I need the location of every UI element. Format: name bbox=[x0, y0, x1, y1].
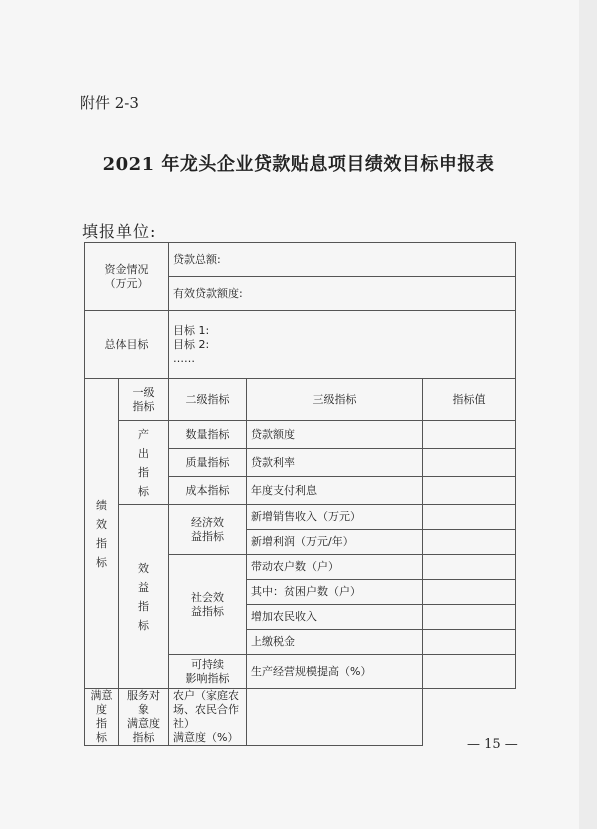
benefit-indicator-label bbox=[119, 505, 169, 689]
economic-label-line: 经济效 bbox=[191, 515, 224, 529]
perf-char: 绩 bbox=[96, 498, 107, 512]
satisfaction-label-line: 指 标 bbox=[96, 717, 118, 744]
total-loan-field[interactable]: 贷款总额: bbox=[169, 243, 516, 277]
value-cell[interactable] bbox=[423, 655, 516, 689]
social-label-line: 社会效 bbox=[191, 590, 224, 604]
value-cell[interactable] bbox=[423, 449, 516, 477]
satisfaction-item-line: 农户（家庭农场、农民合作社） bbox=[173, 689, 239, 730]
quantity-indicator: 数量指标 bbox=[169, 421, 247, 449]
taxes-item: 上缴税金 bbox=[247, 630, 423, 655]
sustain-label-line: 可持续 bbox=[191, 657, 224, 671]
poor-households-item: 其中：贫困户数（户） bbox=[247, 580, 423, 605]
perf-char: 指 bbox=[96, 536, 107, 550]
value-cell[interactable] bbox=[423, 505, 516, 530]
benefit-char: 指 bbox=[138, 599, 149, 613]
loan-rate-item: 贷款利率 bbox=[247, 449, 423, 477]
cost-indicator: 成本指标 bbox=[169, 477, 247, 505]
level1-header-line: 一级 bbox=[132, 385, 155, 399]
output-char: 产 bbox=[138, 427, 149, 441]
overall-goal-field[interactable] bbox=[169, 311, 516, 379]
effective-loan-field[interactable]: 有效贷款额度: bbox=[169, 277, 516, 311]
attachment-label: 附件 2-3 bbox=[80, 94, 139, 112]
overall-goal-label: 总体目标 bbox=[85, 311, 169, 379]
value-cell[interactable] bbox=[423, 477, 516, 505]
benefit-char: 标 bbox=[138, 618, 149, 632]
value-cell[interactable] bbox=[423, 580, 516, 605]
page-number: — 15 — bbox=[467, 737, 518, 752]
performance-target-table bbox=[84, 242, 516, 746]
scale-growth-item: 生产经营规模提高（%） bbox=[247, 655, 423, 689]
reporting-unit-label: 填报单位: bbox=[82, 222, 157, 241]
benefit-char: 效 bbox=[138, 561, 149, 575]
sustainability-indicator bbox=[169, 655, 247, 689]
goal-1: 目标 1: bbox=[173, 323, 210, 337]
value-cell[interactable] bbox=[423, 421, 516, 449]
farmer-households-item: 带动农户数（户） bbox=[247, 555, 423, 580]
funding-unit: （万元） bbox=[104, 276, 149, 290]
goal-more: …… bbox=[173, 351, 195, 365]
output-char: 指 bbox=[138, 465, 149, 479]
value-cell[interactable] bbox=[423, 530, 516, 555]
perf-char: 效 bbox=[96, 517, 107, 531]
perf-char: 标 bbox=[96, 555, 107, 569]
goal-2: 目标 2: bbox=[173, 337, 210, 351]
satisfaction-label-line: 满意度 bbox=[90, 689, 113, 716]
annual-interest-item: 年度支付利息 bbox=[247, 477, 423, 505]
page-edge bbox=[579, 0, 597, 829]
service-satisfaction-indicator bbox=[119, 689, 169, 746]
level1-header-line: 指标 bbox=[132, 399, 155, 413]
output-indicator-label bbox=[119, 421, 169, 505]
output-char: 出 bbox=[138, 446, 149, 460]
new-profit-item: 新增利润（万元/年） bbox=[247, 530, 423, 555]
social-benefit-indicator bbox=[169, 555, 247, 655]
level3-header: 三级指标 bbox=[247, 379, 423, 421]
loan-amount-item: 贷款额度 bbox=[247, 421, 423, 449]
service-label-line: 服务对象 bbox=[127, 689, 160, 716]
level2-header: 二级指标 bbox=[169, 379, 247, 421]
satisfaction-item-line: 满意度（%） bbox=[173, 731, 239, 744]
page-title: 2021 年龙头企业贷款贴息项目绩效目标申报表 bbox=[102, 154, 495, 175]
perf-indicator-label bbox=[85, 379, 119, 689]
value-header: 指标值 bbox=[423, 379, 516, 421]
funding-label-cell bbox=[85, 243, 169, 311]
value-cell[interactable] bbox=[247, 689, 423, 746]
value-cell[interactable] bbox=[423, 630, 516, 655]
value-cell[interactable] bbox=[423, 555, 516, 580]
output-char: 标 bbox=[138, 484, 149, 498]
level1-header bbox=[119, 379, 169, 421]
service-label-line: 满意度指标 bbox=[127, 717, 160, 744]
funding-label: 资金情况 bbox=[104, 262, 149, 276]
economic-benefit-indicator bbox=[169, 505, 247, 555]
economic-label-line: 益指标 bbox=[191, 529, 224, 543]
value-cell[interactable] bbox=[423, 605, 516, 630]
quality-indicator: 质量指标 bbox=[169, 449, 247, 477]
social-label-line: 益指标 bbox=[191, 604, 224, 618]
sustain-label-line: 影响指标 bbox=[185, 671, 230, 685]
farmer-income-item: 增加农民收入 bbox=[247, 605, 423, 630]
satisfaction-indicator-label bbox=[85, 689, 119, 746]
benefit-char: 益 bbox=[138, 580, 149, 594]
farmer-satisfaction-item bbox=[169, 689, 247, 746]
new-sales-item: 新增销售收入（万元） bbox=[247, 505, 423, 530]
